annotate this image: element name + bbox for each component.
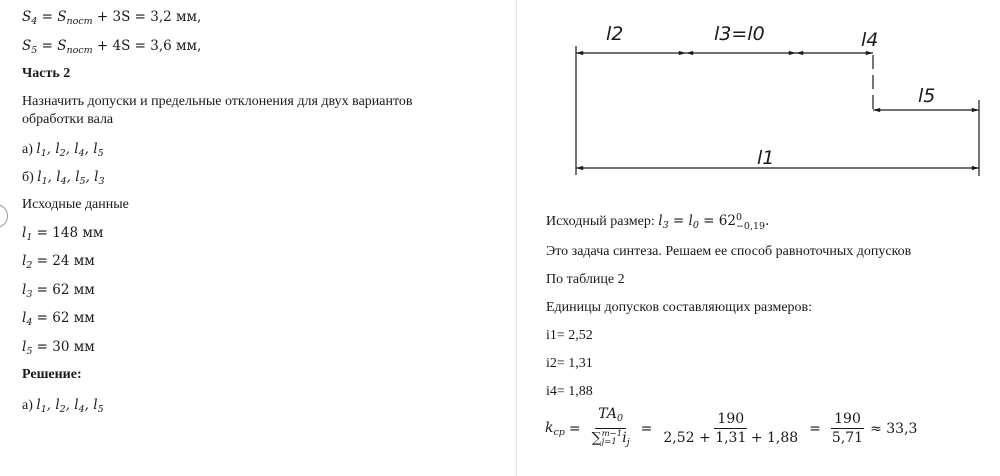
initial-size-line: Исходный размер: $l_3 = l_0 = 62$ 0 −0,19 . <box>546 211 770 232</box>
formula-s4: $S_4 = S_{пост} + 3S = 3,2$ мм, <box>22 9 202 27</box>
variant-b: б) $l_1$, $l_4$, $l_5$, $l_3$ <box>22 169 105 187</box>
source-data-heading: Исходные данные <box>22 197 129 212</box>
label-l3-l0: l3=l0 <box>714 23 765 45</box>
solution-heading: Решение: <box>22 367 82 382</box>
unit-i4: i4= 1,88 <box>546 384 593 399</box>
label-l1: l1 <box>757 147 775 169</box>
label-l4: l4 <box>861 29 879 51</box>
source-l2: $l_2 = 24$ мм <box>22 253 95 271</box>
dimension-chain-diagram <box>517 0 1000 185</box>
fraction-190-over-sum-values: $\frac{190}{2,52 + 1,31 + 1,88}$ <box>663 410 799 446</box>
k-cp-result: ≈ 33,3 <box>870 420 918 437</box>
fraction-190-over-571: $\frac{190}{5,71}$ <box>831 410 864 446</box>
k-cp-formula: $k_{cp}$ = $TA_0$ ∑ m−1 j=1 $i_j$ = $\frac{190}{2,52 + 1,31 + 1,88}$ = $\frac{190}{5,71}$ ≈ 33,3 <box>545 406 917 451</box>
page-scroll-handle[interactable] <box>0 204 8 228</box>
fraction-ta-over-sum: $TA_0$ ∑ m−1 j=1 $i_j$ <box>591 406 630 448</box>
task-text-line1: Назначить допуски и предельные отклонения для двух вариантов <box>22 94 413 109</box>
table-reference: По таблице 2 <box>546 272 625 287</box>
source-l5: $l_5 = 30$ мм <box>22 339 95 357</box>
synthesis-text: Это задача синтеза. Решаем ее способ равноточных допусков <box>546 244 912 259</box>
source-l1: $l_1 = 148$ мм <box>22 225 104 243</box>
formula-s5: $S_5 = S_{пост} + 4S = 3,6$ мм, <box>22 38 202 56</box>
unit-i1: i1= 2,52 <box>546 328 593 343</box>
unit-i2: i2= 1,31 <box>546 356 593 371</box>
label-l2: l2 <box>606 23 624 45</box>
left-document-page <box>0 0 495 476</box>
source-l3: $l_3 = 62$ мм <box>22 282 95 300</box>
tolerance-units-heading: Единицы допусков составляющих размеров: <box>546 300 813 315</box>
right-document-page <box>517 0 1000 476</box>
source-l4: $l_4 = 62$ мм <box>22 310 95 328</box>
solution-variant-a: а) $l_1$, $l_2$, $l_4$, $l_5$ <box>22 397 104 415</box>
label-l5: l5 <box>918 85 936 107</box>
variant-a: а) $l_1$, $l_2$, $l_4$, $l_5$ <box>22 141 104 159</box>
part-heading: Часть 2 <box>22 66 71 81</box>
task-text-line2: обработки вала <box>22 112 114 127</box>
